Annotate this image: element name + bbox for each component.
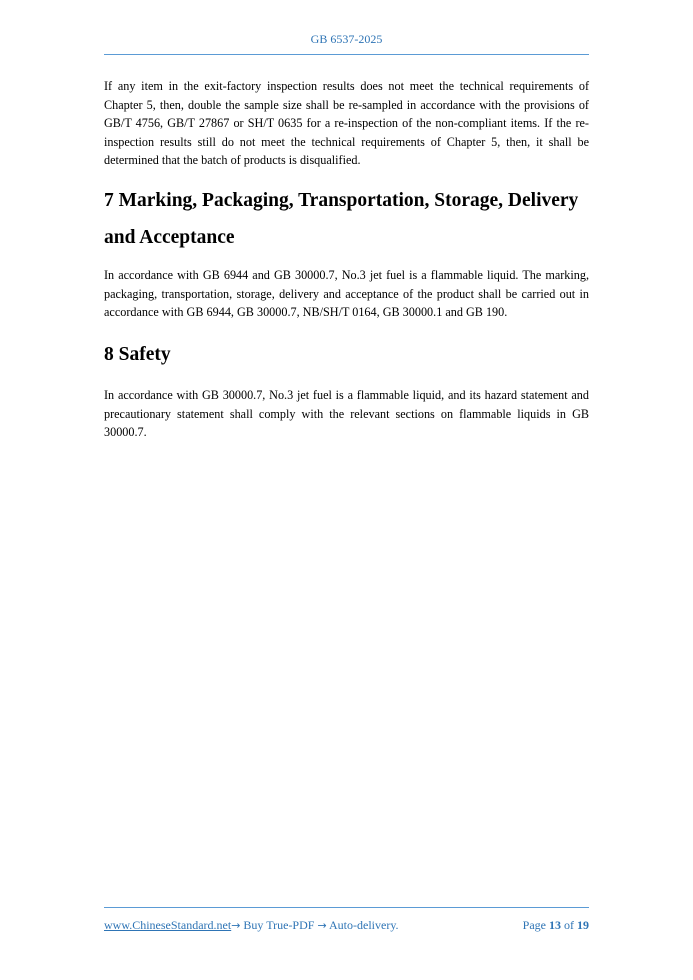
- arrow-right-icon: →: [317, 919, 327, 932]
- document-header-title: GB 6537-2025: [310, 32, 383, 46]
- buy-true-pdf-text: Buy True-PDF: [240, 918, 318, 932]
- section-heading-8: 8 Safety: [104, 344, 171, 365]
- auto-delivery-text: Auto-delivery.: [326, 918, 399, 932]
- of-label: of: [564, 918, 574, 932]
- paragraph-reinspection: If any item in the exit-factory inspection results does not meet the technical requirements of Chapter 5, then, double the sample size shall be re-sampled in accordance with the provisions of GB/T 4756, GB/T 27867 or SH/T 0635 for a re-inspection of the non-compliant items. If the re-inspection results still do not meet the technical requirements of Chapter 5, then, it shall be determined that the batch of products is disqualified.: [104, 79, 589, 168]
- header-divider: [104, 54, 589, 55]
- page-indicator: [523, 918, 589, 933]
- page-current: 13: [549, 918, 561, 932]
- footer-divider: [104, 907, 589, 908]
- paragraph-marking: In accordance with GB 6944 and GB 30000.7, No.3 jet fuel is a flammable liquid. The marking, packaging, transportation, storage, delivery and acceptance of the product shall be carried out in accordance with GB 6944, GB 30000.7, NB/SH/T 0164, GB 30000.1 and GB 190.: [104, 268, 589, 320]
- arrow-right-icon: →: [231, 919, 241, 932]
- website-link[interactable]: www.ChineseStandard.net: [104, 918, 232, 932]
- paragraph-safety: In accordance with GB 30000.7, No.3 jet fuel is a flammable liquid, and its hazard statement and precautionary statement shall comply with the relevant sections on flammable liquids in GB 30000.7.: [104, 388, 589, 440]
- section-heading-7: 7 Marking, Packaging, Transportation, Storage, Delivery and Acceptance: [104, 190, 579, 248]
- page-label: Page: [522, 918, 546, 932]
- page-total: 19: [577, 918, 589, 932]
- footer-promo: [104, 918, 399, 933]
